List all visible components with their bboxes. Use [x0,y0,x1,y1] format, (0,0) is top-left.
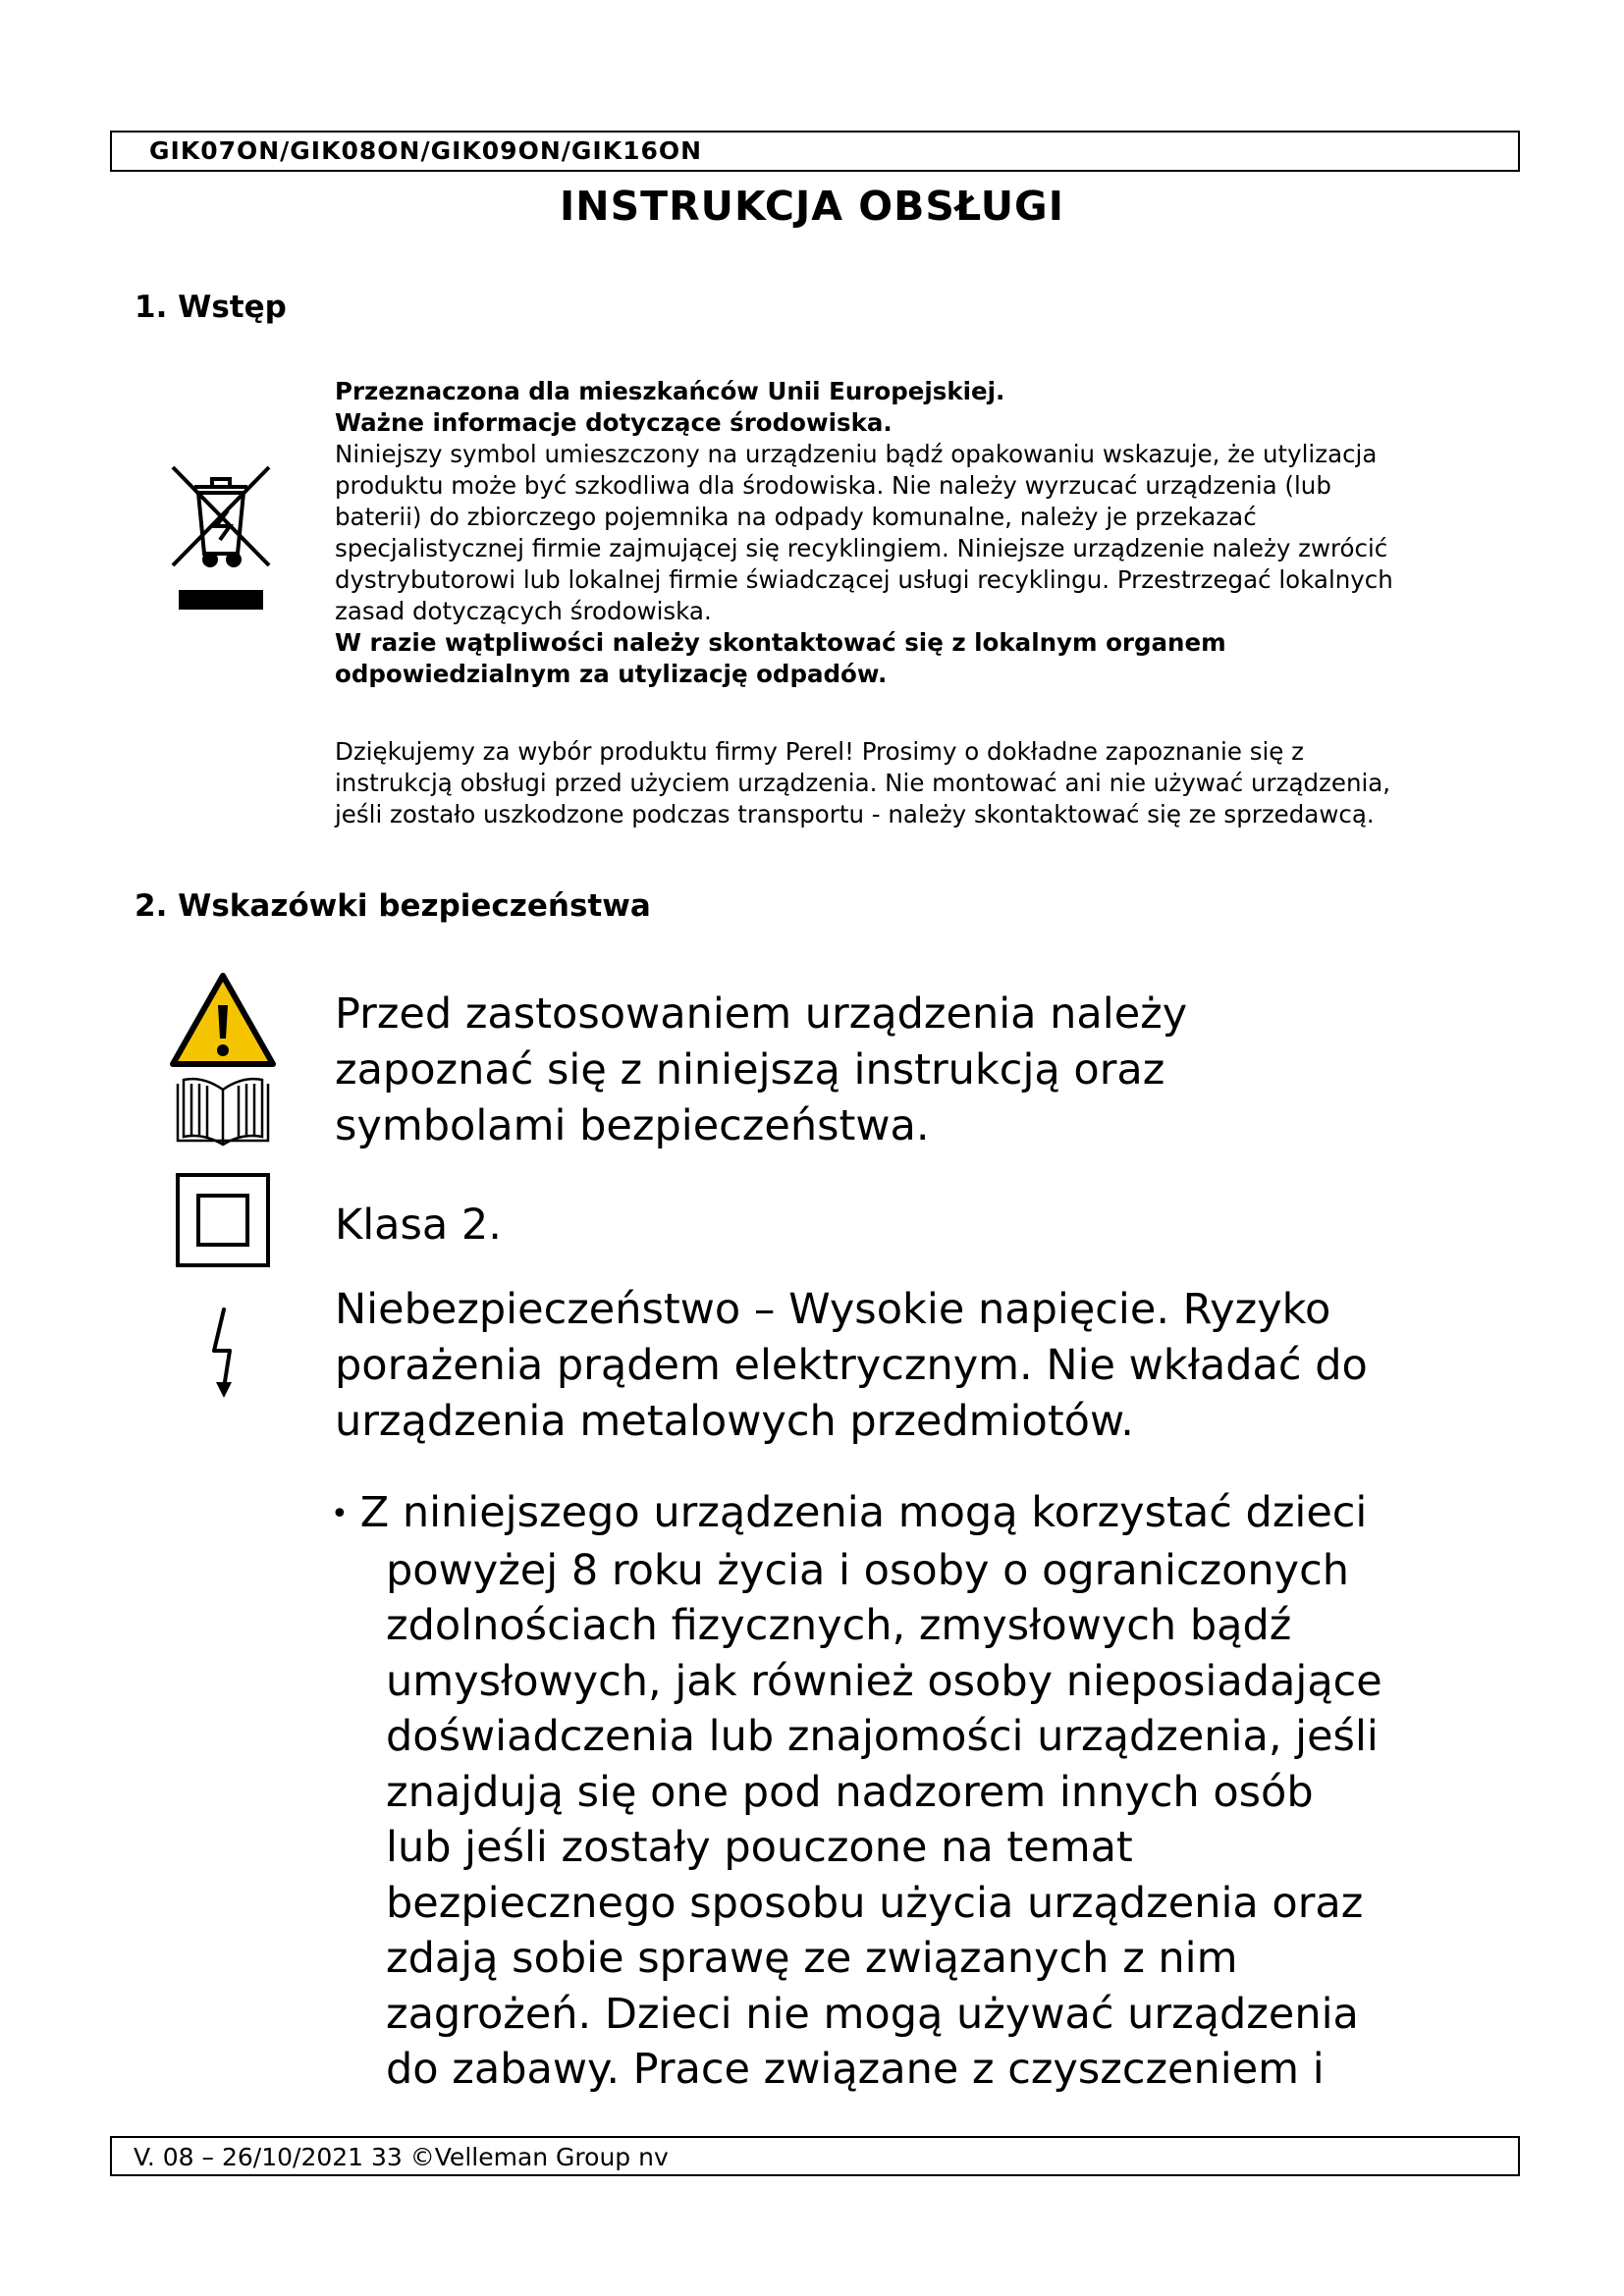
doubt-line: odpowiedzialnym za utylizację odpadów. [335,660,888,688]
read-manual-line: symbolami bezpieczeństwa. [335,1101,930,1150]
bullet-line: do zabawy. Prace związane z czyszczeniem i [386,2045,1325,2095]
bullet-marker: • [331,1497,349,1532]
bullet-line: doświadczenia lub znajomości urządzenia, jeśli [386,1712,1379,1762]
read-manual-line: Przed zastosowaniem urządzenia należy [335,989,1188,1039]
double-square-class-2-icon [175,1172,271,1268]
voltage-line: Niebezpieczeństwo – Wysokie napięcie. Ryzyko [335,1285,1331,1334]
eu-title-2: Ważne informacje dotyczące środowiska. [335,408,893,437]
thanks-line: jeśli zostało uszkodzone podczas transportu - należy skontaktować się ze sprzedawcą. [335,800,1375,828]
section-heading-safety: 2. Wskazówki bezpieczeństwa [135,888,651,924]
env-line: produktu może być szkodliwa dla środowiska. Nie należy wyrzucać urządzenia (lub [335,471,1331,500]
bullet-line: Z niniejszego urządzenia mogą korzystać dzieci [359,1488,1368,1537]
footer-box [110,2136,1520,2176]
footer-version: V. 08 – 26/10/2021 33 ©Velleman Group nv [134,2143,669,2171]
voltage-line: urządzenia metalowych przedmiotów. [335,1397,1134,1446]
bullet-line: zdolnościach fizycznych, zmysłowych bądź [386,1601,1292,1651]
voltage-line: porażenia prądem elektrycznym. Nie wkładać do [335,1341,1368,1390]
header-box [110,131,1520,172]
thanks-paragraph [335,736,1493,830]
bullet-line: lub jeśli zostały pouczone na temat [386,1823,1133,1873]
bullet-line: zagrożeń. Dzieci nie mogą używać urządzenia [386,1989,1359,2039]
model-numbers: GIK07ON/GIK08ON/GIK09ON/GIK16ON [149,136,703,165]
env-line: specjalistycznej firmie zajmującej się recyklingiem. Niniejsze urządzenie należy zwrócić [335,534,1388,562]
bullet-line: umysłowych, jak również osoby nieposiadające [386,1656,1382,1706]
bullet-first-line [331,1485,1489,1543]
environmental-notice [335,376,1474,690]
warning-triangle-icon [169,972,277,1068]
env-line: zasad dotyczących środowiska. [335,597,712,625]
lightning-bolt-icon [206,1306,242,1400]
children-safety-bullet [331,1485,1489,2098]
doubt-line: W razie wątpliwości należy skontaktować się z lokalnym organem [335,628,1226,657]
env-line: baterii) do zbiorczego pojemnika na odpady komunalne, należy je przekazać [335,503,1257,531]
eu-title-1: Przeznaczona dla mieszkańców Unii Europejskiej. [335,377,1005,405]
env-line: dystrybutorowi lub lokalnej firmie świadczącej usługi recyklingu. Przestrzegać lokalnych [335,565,1393,594]
bullet-line: powyżej 8 roku życia i osoby o ograniczonych [386,1545,1350,1595]
bullet-line: zdają sobie sprawę ze związanych z nim [386,1934,1238,1984]
env-line: Niniejszy symbol umieszczony na urządzeniu bądź opakowaniu wskazuje, że utylizacja [335,440,1378,468]
read-manual-text [335,987,1493,1154]
page-title: INSTRUKCJA OBSŁUGI [560,183,1064,230]
high-voltage-text [335,1282,1493,1450]
bullet-line: znajdują się one pod nadzorem innych osób [386,1767,1314,1817]
read-manual-line: zapoznać się z niniejszą instrukcją oraz [335,1045,1165,1095]
thanks-line: Dziękujemy za wybór produktu firmy Perel! Prosimy o dokładne zapoznanie się z [335,737,1305,766]
crossed-out-wheelie-bin-icon [167,459,275,614]
thanks-line: instrukcją obsługi przed użyciem urządzenia. Nie montować ani nie używać urządzenia, [335,769,1391,797]
open-book-icon [172,1076,274,1148]
class2-text: Klasa 2. [335,1201,502,1250]
bullet-line: bezpiecznego sposobu użycia urządzenia oraz [386,1878,1364,1928]
section-heading-intro: 1. Wstęp [135,290,287,325]
